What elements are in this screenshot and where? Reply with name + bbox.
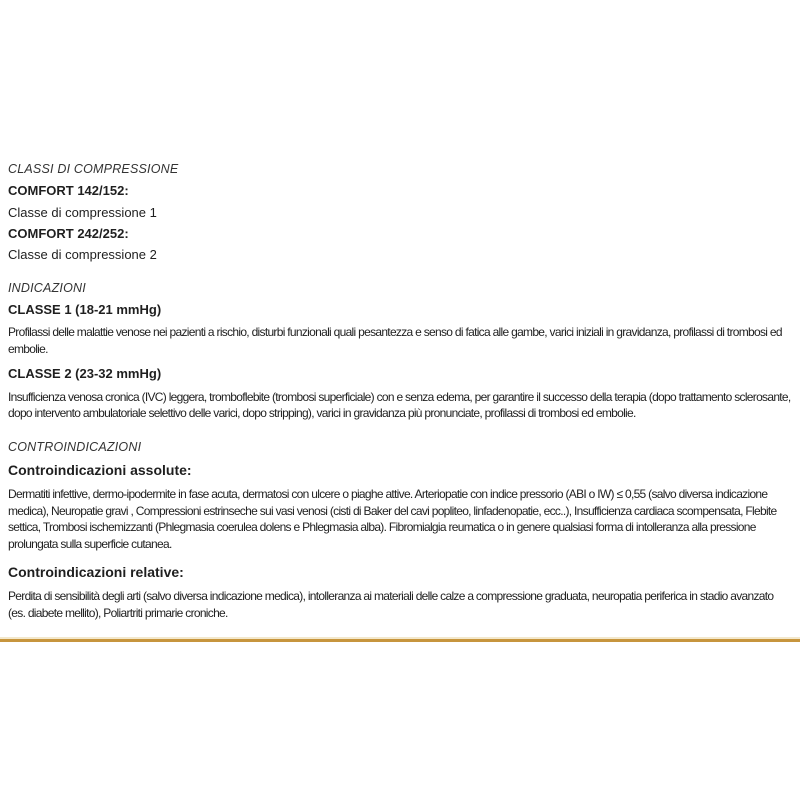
compression-classes-section (8, 162, 792, 263)
comfort-242-252-label: COMFORT 242/252: (8, 225, 129, 241)
contraindications-section (8, 440, 792, 622)
indications-heading: INDICAZIONI (8, 280, 86, 295)
comfort-142-152-label: COMFORT 142/152: (8, 183, 129, 199)
indications-section (8, 281, 792, 422)
compression-classes-heading: CLASSI DI COMPRESSIONE (8, 162, 179, 176)
comfort-142-152-class: Classe di compressione 1 (8, 204, 157, 220)
relative-contraindications-label: Controindicazioni relative: (8, 564, 184, 580)
relative-contraindications-text: Perdita di sensibilità degli arti (salvo diversa indicazione medica), intolleranza ai materiali delle calze a compressione graduata, neuropatia periferica in stadio avanzato (es. diabete mellito), Poliartriti primarie croniche. (8, 589, 774, 620)
classe-1-text: Profilassi delle malattie venose nei pazienti a rischio, disturbi funzionali quali pesantezza e senso di fatica alle gambe, varici iniziali in gravidanza, profilassi di trombosi ed embolie. (8, 325, 782, 356)
classe-2-label: CLASSE 2 (23-32 mmHg) (8, 366, 162, 382)
classe-2-text: Insufficienza venosa cronica (IVC) leggera, tromboflebite (trombosi superficiale) con e senza edema, per garantire il successo della terapia (dopo trattamento sclerosante, dopo intervento ambulatoriale selettivo delle varici, dopo stripping), varici in gravidanza più pronunciate, profilassi di trombosi ed embolie. (8, 389, 791, 421)
classe-1-label: CLASSE 1 (18-21 mmHg) (8, 301, 162, 317)
contraindications-heading: CONTROINDICAZIONI (8, 439, 142, 454)
gold-divider-line (0, 639, 800, 642)
comfort-242-252-class: Classe di compressione 2 (8, 247, 157, 263)
absolute-contraindications-text: Dermatiti infettive, dermo-ipodermite in fase acuta, dermatosi con ulcere o piaghe attive. Arteriopatie con indice pressorio (ABI o IW) ≤ 0,55 (salvo diversa indicazione medica), Neuropatie gravi , Compressioni estrinseche sui vasi venosi (cisti di Baker del cavi popliteo, linfadenopatie, ecc..), Insufficienza cardiaca scompensata, Flebite settica, Trombosi ischemizzanti (Phlegmasia coerulea dolens e Phlegmasia alba). Fibromialgia reumatica o in genere qualsiasi forma di intolleranza alla pressione prolungata sulla superficie cutanea. (8, 487, 777, 551)
absolute-contraindications-label: Controindicazioni assolute: (8, 461, 192, 478)
